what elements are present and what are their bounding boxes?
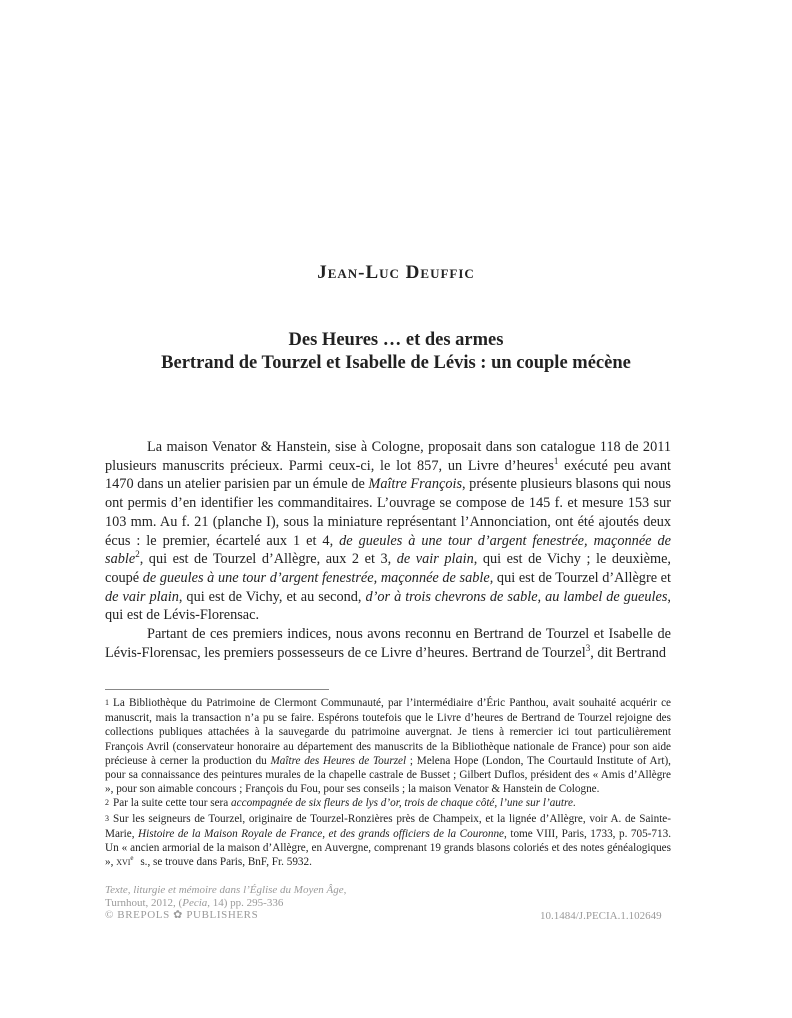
- footnote-1: $^1$ La Bibliothèque du Patrimoine de Clermont Communauté, par l’intermédiaire d’Éric Panthou, avait souhaité acquérir ce manuscrit, mais la transaction n’a pu se faire. Espérons toutefois que le Livre d’heures de Bertrand de Tourzel rejoigne des collections publiques attachées à la sauvegarde du patrimoine auvergnat. Je tiens à remercier ici tout particulièrement François Avril (conservateur honoraire au département des manuscrits de la Bibliothèque nationale de France) pour son aide précieuse à cerner la production du Maître des Heures de Tourzel ; Melena Hope (London, The Courtauld Institute of Art), pour sa connaissance des peintures murales de la chapelle castrale de Busset ; Gilbert Duflos, président des « Amis d’Allègre », pour son aimable concours ; François du Fou, pour ses conseils ; la maison Venator & Hanstein de Cologne.: [105, 697, 671, 796]
- footnote-2: $^2$ Par la suite cette tour sera accompagnée de six fleurs de lys d’or, trois de chaque côté, l’une sur l’autre.: [105, 797, 576, 810]
- article-body: [105, 438, 671, 662]
- title-line-2: Bertrand de Tourzel et Isabelle de Lévis : un couple mécène: [161, 353, 631, 373]
- footnote-ref-2[interactable]: 2: [135, 549, 140, 560]
- footnote-number: 1: [105, 698, 109, 707]
- book-title: Texte, liturgie et mémoire dans l’Église du Moyen Âge,: [105, 884, 347, 896]
- footnote-number: 3: [105, 813, 109, 823]
- footnote-3: $^3$ Sur les seigneurs de Tourzel, originaire de Tourzel-Ronzières près de Champeix, et la lignée d’Allègre, voir A. de Sainte-Marie, Histoire de la Maison Royale de France, et des grands officiers de la Couronne, tome VIII, Paris, 1733, p. 705-713. Un « ancien armorial de la maison d’Allègre, en Auvergne, comprenant 19 grands blasons coloriés et des notes généalogiques », xvi$^e$ s., se trouve dans Paris, BnF, Fr. 5932.: [105, 812, 672, 869]
- doi[interactable]: 10.1484/J.PECIA.1.102649: [540, 910, 662, 922]
- footnote-number: 2: [105, 798, 109, 808]
- publication-details: Turnhout, 2012, (Pecia, 14) pp. 295-336: [105, 896, 284, 909]
- footnote-ref-1[interactable]: 1: [553, 455, 559, 466]
- author-name: Jean-Luc Deuffic: [317, 262, 475, 283]
- paragraph-1: La maison Venator & Hanstein, sise à Cologne, proposait dans son catalogue 118 de 2011 plusieurs manuscrits précieux. Parmi ceux-ci, le lot 857, un Livre d’heures$^1$ exécuté peu avant 1470 dans un atelier parisien par un émule de Maître François, présente plusieurs blasons qui nous ont permis d’en identifier les commanditaires. L’ouvrage se compose de 145 f. et mesure 153 sur 103 mm. Au f. 21 (planche I), sous la miniature représentant l’Annonciation, ont été ajoutés deux écus : le premier, écartelé aux 1 et 4, de gueules à une tour d’argent fenestrée, maçonnée de sable$^2$, qui est de Tourzel d’Allègre, aux 2 et 3, de vair plain, qui est de Vichy ; le deuxième, coupé de gueules à une tour d’argent fenestrée, maçonnée de sable, qui est de Tourzel d’Allègre et de vair plain, qui est de Vichy, et au second, d’or à trois chevrons de sable, au lambel de gueules, qui est de Lévis-Florensac.: [105, 439, 671, 624]
- publisher: © BREPOLS ✿ PUBLISHERS: [105, 909, 259, 921]
- title-line-1: Des Heures … et des armes: [288, 330, 504, 350]
- footnote-ref-3[interactable]: 3: [585, 642, 591, 653]
- article-title: [0, 329, 792, 375]
- footnotes: [105, 696, 671, 869]
- paragraph-2: Partant de ces premiers indices, nous avons reconnu en Bertrand de Tourzel et Isabelle de Lévis-Florensac, les premiers possesseurs de ce Livre d’heures. Bertrand de Tourzel$^3$, dit Bertrand: [105, 626, 671, 661]
- footnote-divider: [105, 689, 329, 690]
- publication-info: [105, 884, 346, 922]
